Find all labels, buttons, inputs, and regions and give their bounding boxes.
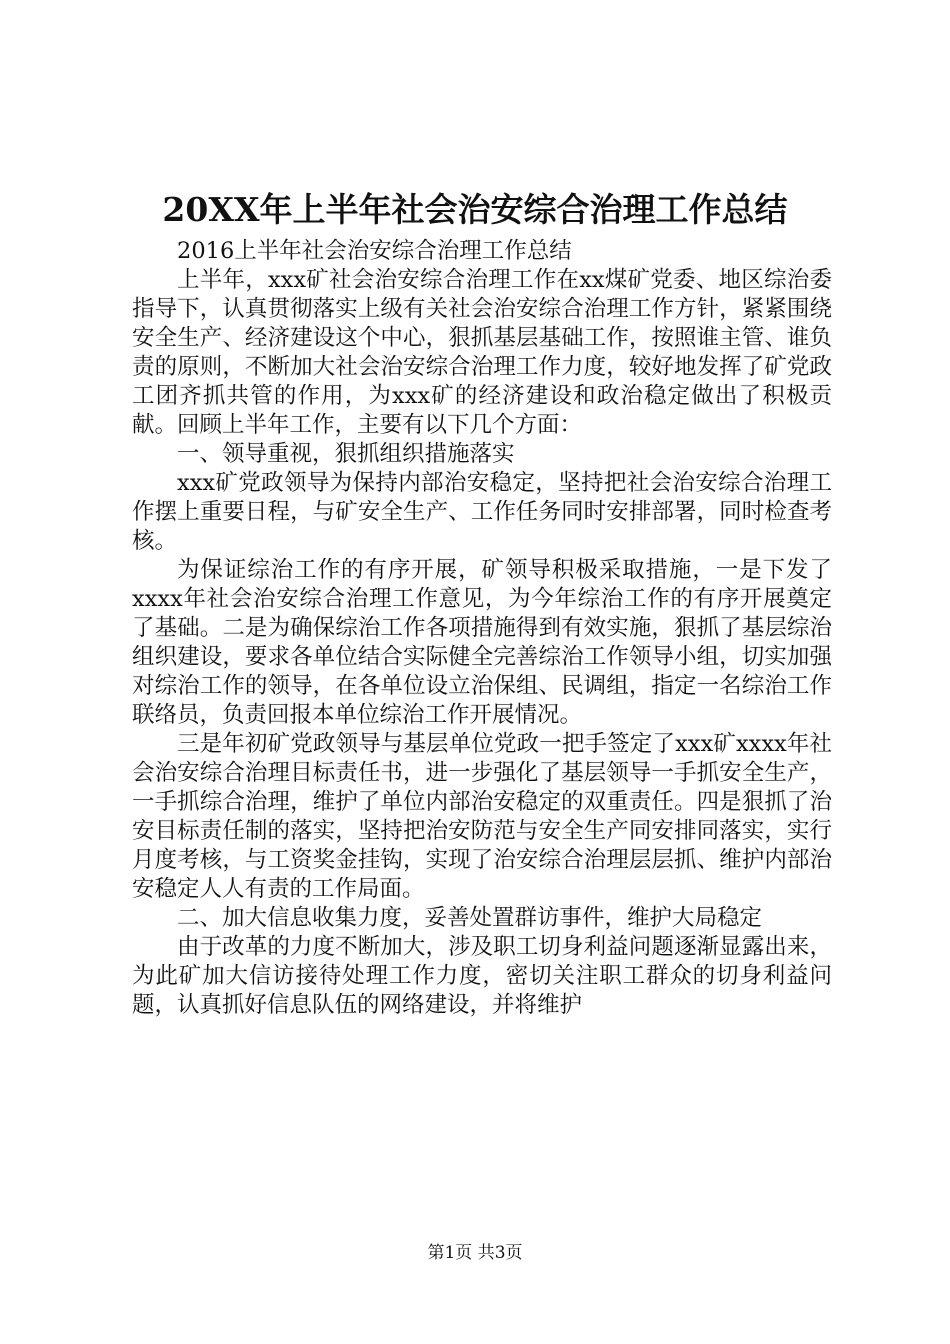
paragraph-measures: 为保证综治工作的有序开展，矿领导积极采取措施，一是下发了xxxx年社会治安综合治理工作意见，为今年综治工作的有序开展奠定了基础。二是为确保综治工作各项措施得到有效实施，狠抓了基层综治组织建设，要求各单位结合实际健全完善综治工作领导小组，切实加强对综治工作的领导，在各单位设立治保组、民调组，指定一名综治工作联络员，负责回报本单位综治工作开展情况。 — [132, 557, 832, 728]
paragraph-leadership: xxx矿党政领导为保持内部治安稳定，坚持把社会治安综合治理工作摆上重要日程，与矿安全生产、工作任务同时安排部署，同时检查考核。 — [132, 470, 832, 554]
paragraph-petitions: 由于改革的力度不断加大，涉及职工切身利益问题逐渐显露出来，为此矿加大信访接待处理工作力度，密切关注职工群众的切身利益问题，认真抓好信息队伍的网络建设，并将维护 — [132, 934, 832, 1018]
document-title: 20XX年上半年社会治安综合治理工作总结 — [162, 190, 788, 229]
paragraph-intro: 上半年，xxx矿社会治安综合治理工作在xx煤矿党委、地区综治委指导下，认真贯彻落实上级有关社会治安综合治理工作方针，紧紧围绕安全生产、经济建设这个中心，狠抓基层基础工作，按照谁主管、谁负责的原则，不断加大社会治安综合治理工作力度，较好地发挥了矿党政工团齐抓共管的作用，为xxx矿的经济建设和政治稳定做出了积极贡献。回顾上半年工作，主要有以下几个方面： — [132, 267, 832, 438]
document-body — [132, 237, 832, 1020]
section-heading-1: 一、领导重视，狠抓组织措施落实 — [177, 441, 515, 467]
section-heading-2: 二、加大信息收集力度，妥善处置群访事件，维护大局稳定 — [177, 905, 763, 931]
page-number: 第1页 共3页 — [427, 1243, 523, 1263]
paragraph-responsibility: 三是年初矿党政领导与基层单位党政一把手签定了xxx矿xxxx年社会治安综合治理目标责任书，进一步强化了基层领导一手抓安全生产，一手抓综合治理，维护了单位内部治安稳定的双重责任。四是狠抓了治安目标责任制的落实，坚持把治安防范与安全生产同安排同落实，实行月度考核，与工资奖金挂钩，实现了治安综合治理层层抓、维护内部治安稳定人人有责的工作局面。 — [132, 731, 832, 902]
document-subtitle: 2016上半年社会治安综合治理工作总结 — [177, 238, 572, 264]
